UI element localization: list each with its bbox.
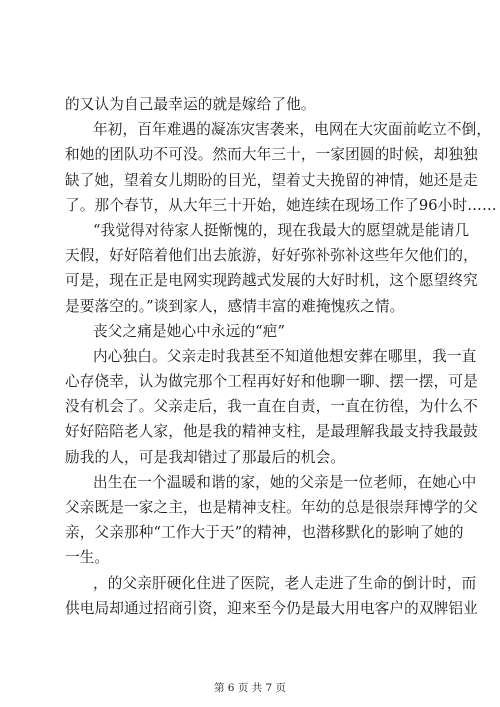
text-line: 缺了她，望着女儿期盼的目光，望着丈夫挽留的神情，她还是走 <box>65 171 478 189</box>
text-line: 一生。 <box>65 549 110 567</box>
text-line: 出生在一个温暖和谐的家，她的父亲是一位老师，在她心中 <box>93 473 477 491</box>
text-line: 的又认为自己最幸运的就是嫁给了他。 <box>65 96 316 113</box>
text-line: 父亲既是一家之主，也是精神支柱。年幼的总是很崇拜博学的父 <box>65 499 478 516</box>
text-line: 和她的团队功不可没。然而大年三十，一家团圆的时候，却独独 <box>65 146 478 164</box>
page-footer: 第 6 页 共 7 页 <box>213 682 287 694</box>
text-line: ，的父亲肝硬化住进了医院，老人走进了生命的倒计时，而 <box>93 574 477 592</box>
text-line: “我觉得对待家人挺惭愧的，现在我最大的愿望就是能请几 <box>93 221 470 239</box>
text-line: 心存侥幸，认为做完那个工程再好好和他聊一聊、摆一摆，可是 <box>65 373 478 391</box>
text-line: 可是，现在正是电网实现跨越式发展的大好时机，这个愿望终究 <box>65 272 478 290</box>
text-line: 内心独白。父亲走时我甚至不知道他想安葬在哪里，我一直 <box>93 347 477 365</box>
text-line: 了。那个春节，从大年三十开始，她连续在现场工作了96小时…… <box>65 196 497 214</box>
text-line: 是要落空的。”谈到家人，感情丰富的难掩愧疚之情。 <box>65 297 405 315</box>
text-line: 供电局却通过招商引资，迎来至今仍是最大用电客户的双牌铝业 <box>65 599 478 617</box>
text-line: 丧父之痛是她心中永远的“疤” <box>93 322 286 340</box>
text-line: 亲，父亲那种“工作大于天”的精神，也潜移默化的影响了她的 <box>65 524 464 542</box>
text-line: 没有机会了。父亲走后，我一直在自责，一直在彷徨，为什么不 <box>65 398 478 416</box>
text-line: 年初，百年难遇的凝冻灾害袭来，电网在大灾面前屹立不倒， <box>93 121 492 139</box>
text-line: 天假，好好陪着他们出去旅游，好好弥补弥补这些年欠他们的， <box>65 247 478 265</box>
document-body <box>65 92 497 621</box>
text-line: 励我的人，可是我却错过了那最后的机会。 <box>65 448 346 466</box>
text-line: 好好陪陪老人家，他是我的精神支柱，是最理解我最支持我最鼓 <box>65 423 478 441</box>
